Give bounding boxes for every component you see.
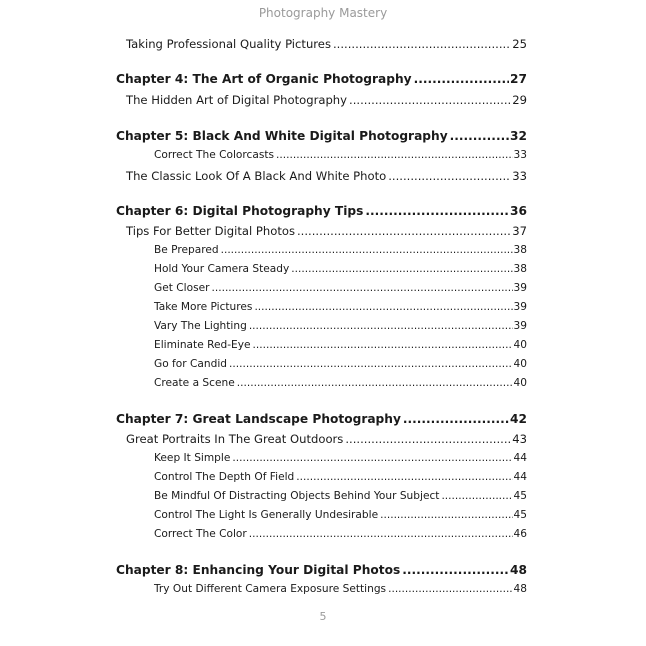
dot-leader (450, 129, 509, 143)
toc-entry[interactable] (126, 224, 527, 238)
toc-entry-title: Chapter 6: Digital Photography Tips (116, 204, 364, 218)
dot-leader (441, 490, 512, 502)
toc-entry-title: Correct The Color (154, 528, 247, 540)
dot-leader (254, 301, 512, 313)
toc-entry-page: 25 (512, 37, 527, 51)
dot-leader (296, 471, 512, 483)
toc-entry-title: Go for Candid (154, 358, 227, 370)
toc-entry-page: 29 (512, 93, 527, 107)
toc-entry-title: Try Out Different Camera Exposure Settings (154, 583, 387, 595)
toc-entry-title: Keep It Simple (154, 452, 231, 464)
toc-entry-title: Hold Your Camera Steady (154, 263, 290, 275)
toc-entry-title: Chapter 5: Black And White Digital Photography (116, 129, 448, 143)
dot-leader (345, 432, 511, 446)
toc-entry-page: 33 (512, 169, 527, 183)
dot-leader (333, 37, 511, 51)
toc-entry[interactable] (154, 339, 527, 351)
toc-entry-page: 44 (513, 471, 527, 483)
dot-leader (221, 244, 513, 256)
toc-entry-title: Correct The Colorcasts (154, 149, 275, 161)
toc-chapter-entry[interactable] (116, 412, 527, 426)
toc-entry-title: The Hidden Art of Digital Photography (126, 93, 348, 107)
toc-entry-title: Eliminate Red-Eye (154, 339, 251, 351)
dot-leader (388, 169, 511, 183)
dot-leader (403, 412, 509, 426)
toc-entry[interactable] (154, 244, 527, 256)
toc-entry-title: Vary The Lighting (154, 320, 247, 332)
toc-entry-page: 40 (513, 358, 527, 370)
dot-leader (402, 563, 509, 577)
toc-entry-title: Chapter 8: Enhancing Your Digital Photos (116, 563, 401, 577)
toc-entry-page: 33 (513, 149, 527, 161)
toc-entry-page: 39 (513, 301, 527, 313)
toc-entry[interactable] (154, 452, 527, 464)
toc-entry[interactable] (154, 471, 527, 483)
toc-entry[interactable] (154, 358, 527, 370)
toc-entry-title: Take More Pictures (154, 301, 253, 313)
toc-entry-title: Taking Professional Quality Pictures (126, 37, 331, 51)
toc-entry-title: Chapter 4: The Art of Organic Photography (116, 72, 412, 86)
toc-entry[interactable] (154, 282, 527, 294)
toc-entry-page: 38 (513, 244, 527, 256)
dot-leader (349, 93, 511, 107)
page-number: 5 (319, 610, 327, 623)
toc-entry[interactable] (154, 320, 527, 332)
toc-entry-title: Great Portraits In The Great Outdoors (126, 432, 344, 446)
dot-leader (249, 320, 513, 332)
toc-entry-title: Chapter 7: Great Landscape Photography (116, 412, 401, 426)
running-header: Photography Mastery (258, 6, 388, 20)
toc-chapter-entry[interactable] (116, 204, 527, 218)
toc-entry-page: 43 (512, 432, 527, 446)
dot-leader (249, 528, 513, 540)
toc-entry-title: Create a Scene (154, 377, 235, 389)
toc-entry[interactable] (154, 377, 527, 389)
toc-entry[interactable] (154, 149, 527, 161)
dot-leader (380, 509, 512, 521)
dot-leader (365, 204, 509, 218)
dot-leader (291, 263, 512, 275)
toc-entry-title: Be Mindful Of Distracting Objects Behind Your Subject (154, 490, 440, 502)
toc-entry-page: 37 (512, 224, 527, 238)
dot-leader (232, 452, 512, 464)
dot-leader (414, 72, 509, 86)
toc-entry-page: 36 (510, 204, 527, 218)
toc-entry-title: The Classic Look Of A Black And White Photo (126, 169, 387, 183)
dot-leader (237, 377, 513, 389)
toc-entry[interactable] (126, 37, 527, 51)
toc-entry-title: Control The Depth Of Field (154, 471, 295, 483)
dot-leader (388, 583, 512, 595)
toc-entry[interactable] (126, 169, 527, 183)
dot-leader (253, 339, 513, 351)
toc-entry[interactable] (154, 301, 527, 313)
toc-entry-page: 48 (513, 583, 527, 595)
toc-entry-page: 45 (513, 490, 527, 502)
toc-entry-page: 39 (513, 320, 527, 332)
toc-entry-page: 39 (513, 282, 527, 294)
toc-entry-page: 40 (513, 339, 527, 351)
toc-entry-title: Get Closer (154, 282, 210, 294)
toc-entry-page: 48 (510, 563, 527, 577)
toc-entry[interactable] (154, 583, 527, 595)
toc-entry[interactable] (154, 509, 527, 521)
toc-entry-title: Control The Light Is Generally Undesirable (154, 509, 379, 521)
toc-entry-title: Be Prepared (154, 244, 219, 256)
toc-entry[interactable] (154, 490, 527, 502)
toc-entry[interactable] (154, 528, 527, 540)
toc-entry-page: 44 (513, 452, 527, 464)
toc-entry-title: Tips For Better Digital Photos (126, 224, 295, 238)
dot-leader (211, 282, 512, 294)
toc-entry-page: 45 (513, 509, 527, 521)
toc-chapter-entry[interactable] (116, 72, 527, 86)
toc-entry[interactable] (126, 432, 527, 446)
dot-leader (297, 224, 511, 238)
toc-entry[interactable] (126, 93, 527, 107)
toc-entry-page: 32 (510, 129, 527, 143)
toc-entry-page: 42 (510, 412, 527, 426)
toc-entry-page: 27 (510, 72, 527, 86)
toc-entry[interactable] (154, 263, 527, 275)
toc-entry-page: 38 (513, 263, 527, 275)
toc-entry-page: 40 (513, 377, 527, 389)
toc-entry-page: 46 (513, 528, 527, 540)
dot-leader (276, 149, 512, 161)
toc-chapter-entry[interactable] (116, 563, 527, 577)
toc-chapter-entry[interactable] (116, 129, 527, 143)
dot-leader (229, 358, 513, 370)
